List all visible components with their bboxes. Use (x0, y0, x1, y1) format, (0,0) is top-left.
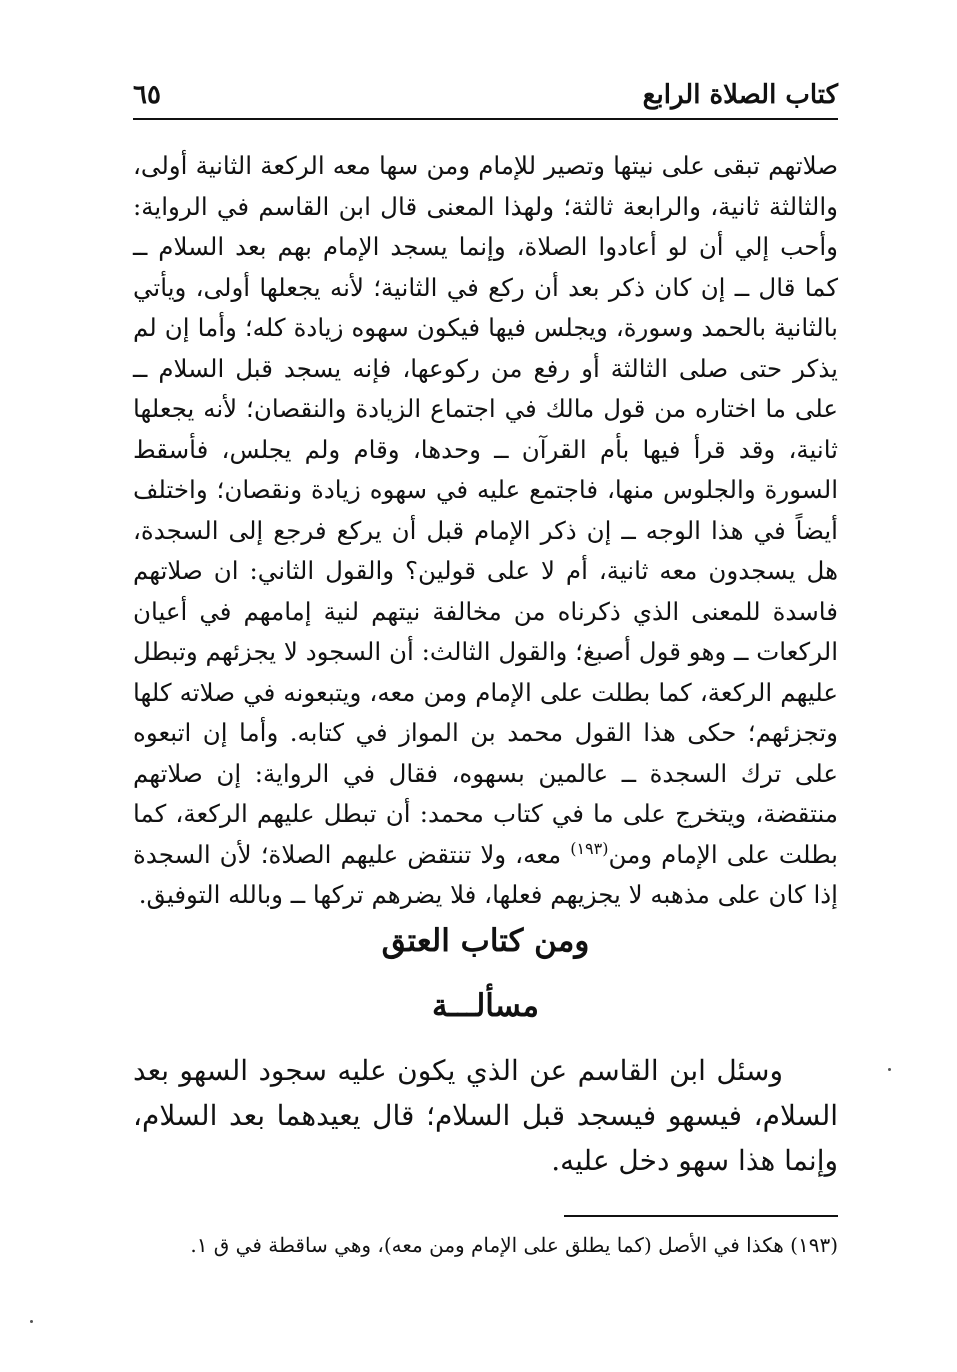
footnote-text: (١٩٣) هكذا في الأصل (كما يطلق على الإمام ومن معه)، وهي ساقطة في ق ١. (190, 1233, 838, 1257)
footnote (133, 1230, 838, 1260)
question-paragraph: وسئل ابن القاسم عن الذي يكون عليه سجود السهو بعد السلام، فيسهو فيسجد قبل السلام؛ قال يعيدهما بعد السلام، وإنما هذا سهو دخل عليه. (133, 1054, 838, 1177)
paper-speck (888, 1068, 891, 1071)
footnote-divider (564, 1215, 838, 1217)
main-text (133, 146, 838, 916)
main-paragraph (133, 146, 838, 916)
paragraph-text: صلاتهم تبقى على نيتها وتصير للإمام ومن سها معه الركعة الثانية أولى، والثالثة ثانية، والرابعة ثالثة؛ ولهذا المعنى قال ابن القاسم في الرواية: وأحب إلي أن لو أعادوا الصلاة، وإنما يسجد الإمام بهم بعد السلام ــ كما قال ــ إن كان ذكر بعد أن ركع في الثانية؛ لأنه يجعلها أولى، ويأتي بالثانية بالحمد وسورة، ويجلس فيها فيكون سهوه زيادة كله؛ وأما إن لم يذكر حتى صلى الثالثة أو رفع من ركوعها، فإنه يسجد قبل السلام ــ على ما اختاره من قول مالك في اجتماع الزيادة والنقصان؛ لأنه يجعلها ثانية، وقد قرأ فيها بأم القرآن ــ وحدها، وقام ولم يجلس، فأسقط السورة والجلوس منها، فاجتمع عليه في سهوه زيادة ونقصان؛ واختلف أيضاً في هذا الوجه ــ إن ذكر الإمام قبل أن يركع فرجع إلى السجدة، هل يسجدون معه ثانية، أم لا على قولين؟ والقول الثاني: ان صلاتهم فاسدة للمعنى الذي ذكرناه من مخالفة نيتهم لنية إمامهم في أعيان الركعات ــ وهو قول أصبغ؛ والقول الثالث: أن السجود لا يجزئهم وتبطل عليهم الركعة، كما بطلت على الإمام ومن معه، ويتبعونه في صلاته كلها وتجزئهم؛ حكى هذا القول محمد بن المواز في كتابه. وأما إن اتبعوه على ترك السجدة ــ عالمين بسهوه، فقال في الرواية: إن صلاتهم منتقضة، ويتخرج على ما في كتاب محمد: أن تبطل عليهم الركعة، كما بطلت على الإمام ومن (133, 151, 838, 869)
question-text (133, 1048, 838, 1183)
paragraph-text-end: معه، ولا تنتقض عليهم الصلاة؛ لأن السجدة إذا كان على مذهبه لا يجزيهم فعلها، فلا يضرهم تركها ــ وبالله التوفيق. (133, 839, 838, 909)
paper-speck (30, 1320, 33, 1323)
sub-heading: مسألـــة (431, 988, 540, 1024)
page-number: ٦٥ (133, 80, 161, 110)
running-header (133, 78, 838, 120)
chapter-title: كتاب الصلاة الرابع (642, 80, 838, 110)
section-heading: ومن كتاب العتق (381, 923, 590, 959)
footnote-reference: (١٩٣) (570, 838, 609, 858)
